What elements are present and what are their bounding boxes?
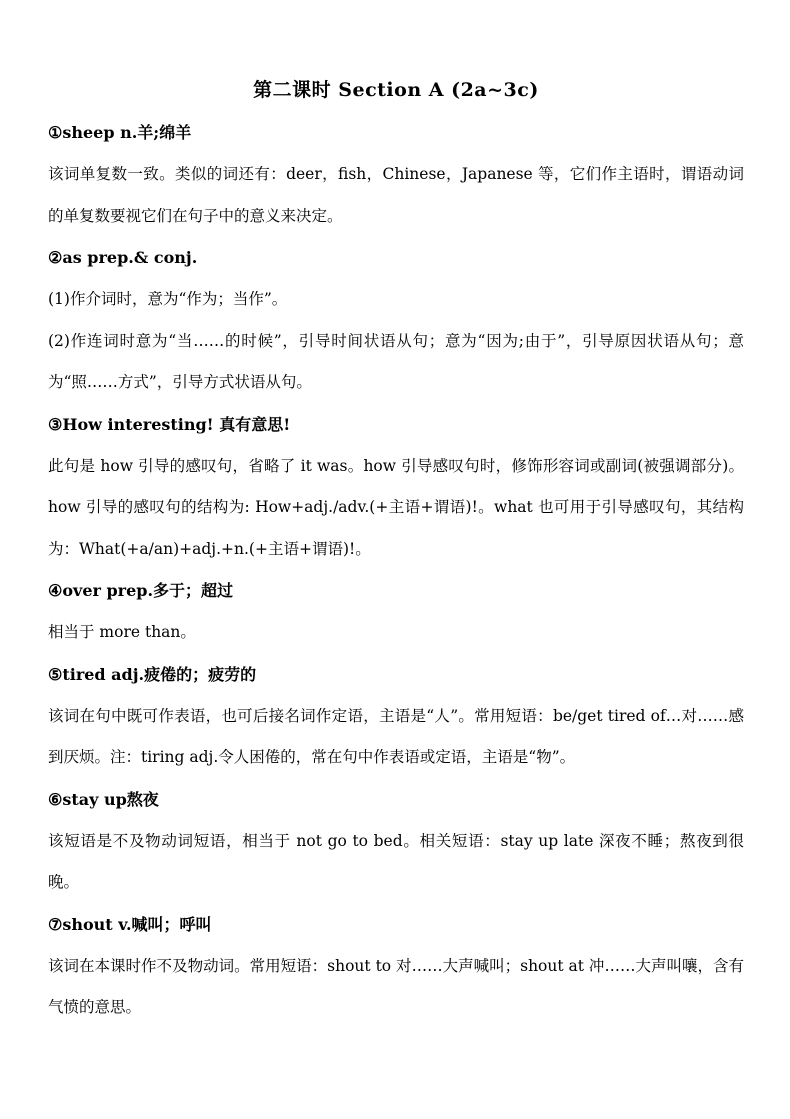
entry-how-interesting [48, 404, 744, 571]
entry-paragraph: (1)作介词时，意为“作为；当作”。 [48, 290, 288, 308]
document-page [48, 72, 744, 1029]
entry-as [48, 237, 744, 404]
entry-heading: ⑦shout v.喊叫；呼叫 [48, 914, 212, 934]
entry-heading: ④over prep.多于；超过 [48, 581, 234, 600]
entry-heading: ⑤tired adj.疲倦的；疲劳的 [48, 664, 257, 684]
entry-paragraph: (2)作连词时意为“当……的时候”，引导时间状语从句；意为“因为;由于”，引导原因状语从句；意为“照……方式”，引导方式状语从句。 [48, 331, 744, 391]
entry-paragraph: 该短语是不及物动词短语，相当于 not go to bed。相关短语：stay up late 深夜不睡；熬夜到很晚。 [48, 831, 744, 891]
page-title: 第二课时 Section A (2a~3c) [253, 79, 539, 101]
entry-shout [48, 904, 744, 1029]
entry-over [48, 570, 744, 654]
entry-paragraph: 该词单复数一致。类似的词还有：deer，fish，Chinese，Japanese 等，它们作主语时，谓语动词的单复数要视它们在句子中的意义来决定。 [48, 165, 744, 225]
entry-paragraph: 该词在句中既可作表语，也可后接名词作定语，主语是“人”。常用短语：be/get tired of…对……感到厌烦。注：tiring adj.令人困倦的，常在句中作表语或定语，主语是“物”。 [48, 706, 744, 766]
entry-heading: ②as prep.& conj. [48, 248, 198, 267]
entry-heading: ①sheep n.羊;绵羊 [48, 123, 192, 142]
entry-heading: ⑥stay up熬夜 [48, 789, 159, 809]
entry-paragraph: 此句是 how 引导的感叹句，省略了 it was。how 引导感叹句时，修饰形容词或副词(被强调部分)。how 引导的感叹句的结构为: How+adj./adv.(+主语+谓语)!。what 也可用于引导感叹句，其结构为：What(+a/an)+adj.+n.(+主语+谓语)!。 [48, 456, 744, 558]
entry-stay-up [48, 779, 744, 904]
entry-paragraph: 该词在本课时作不及物动词。常用短语：shout to 对……大声喊叫；shout at 冲……大声叫嚷，含有气愤的意思。 [48, 956, 744, 1016]
entry-paragraph: 相当于 more than。 [48, 623, 196, 641]
entry-heading: ③How interesting! 真有意思! [48, 414, 291, 434]
entry-tired [48, 654, 744, 779]
entry-sheep [48, 112, 744, 237]
